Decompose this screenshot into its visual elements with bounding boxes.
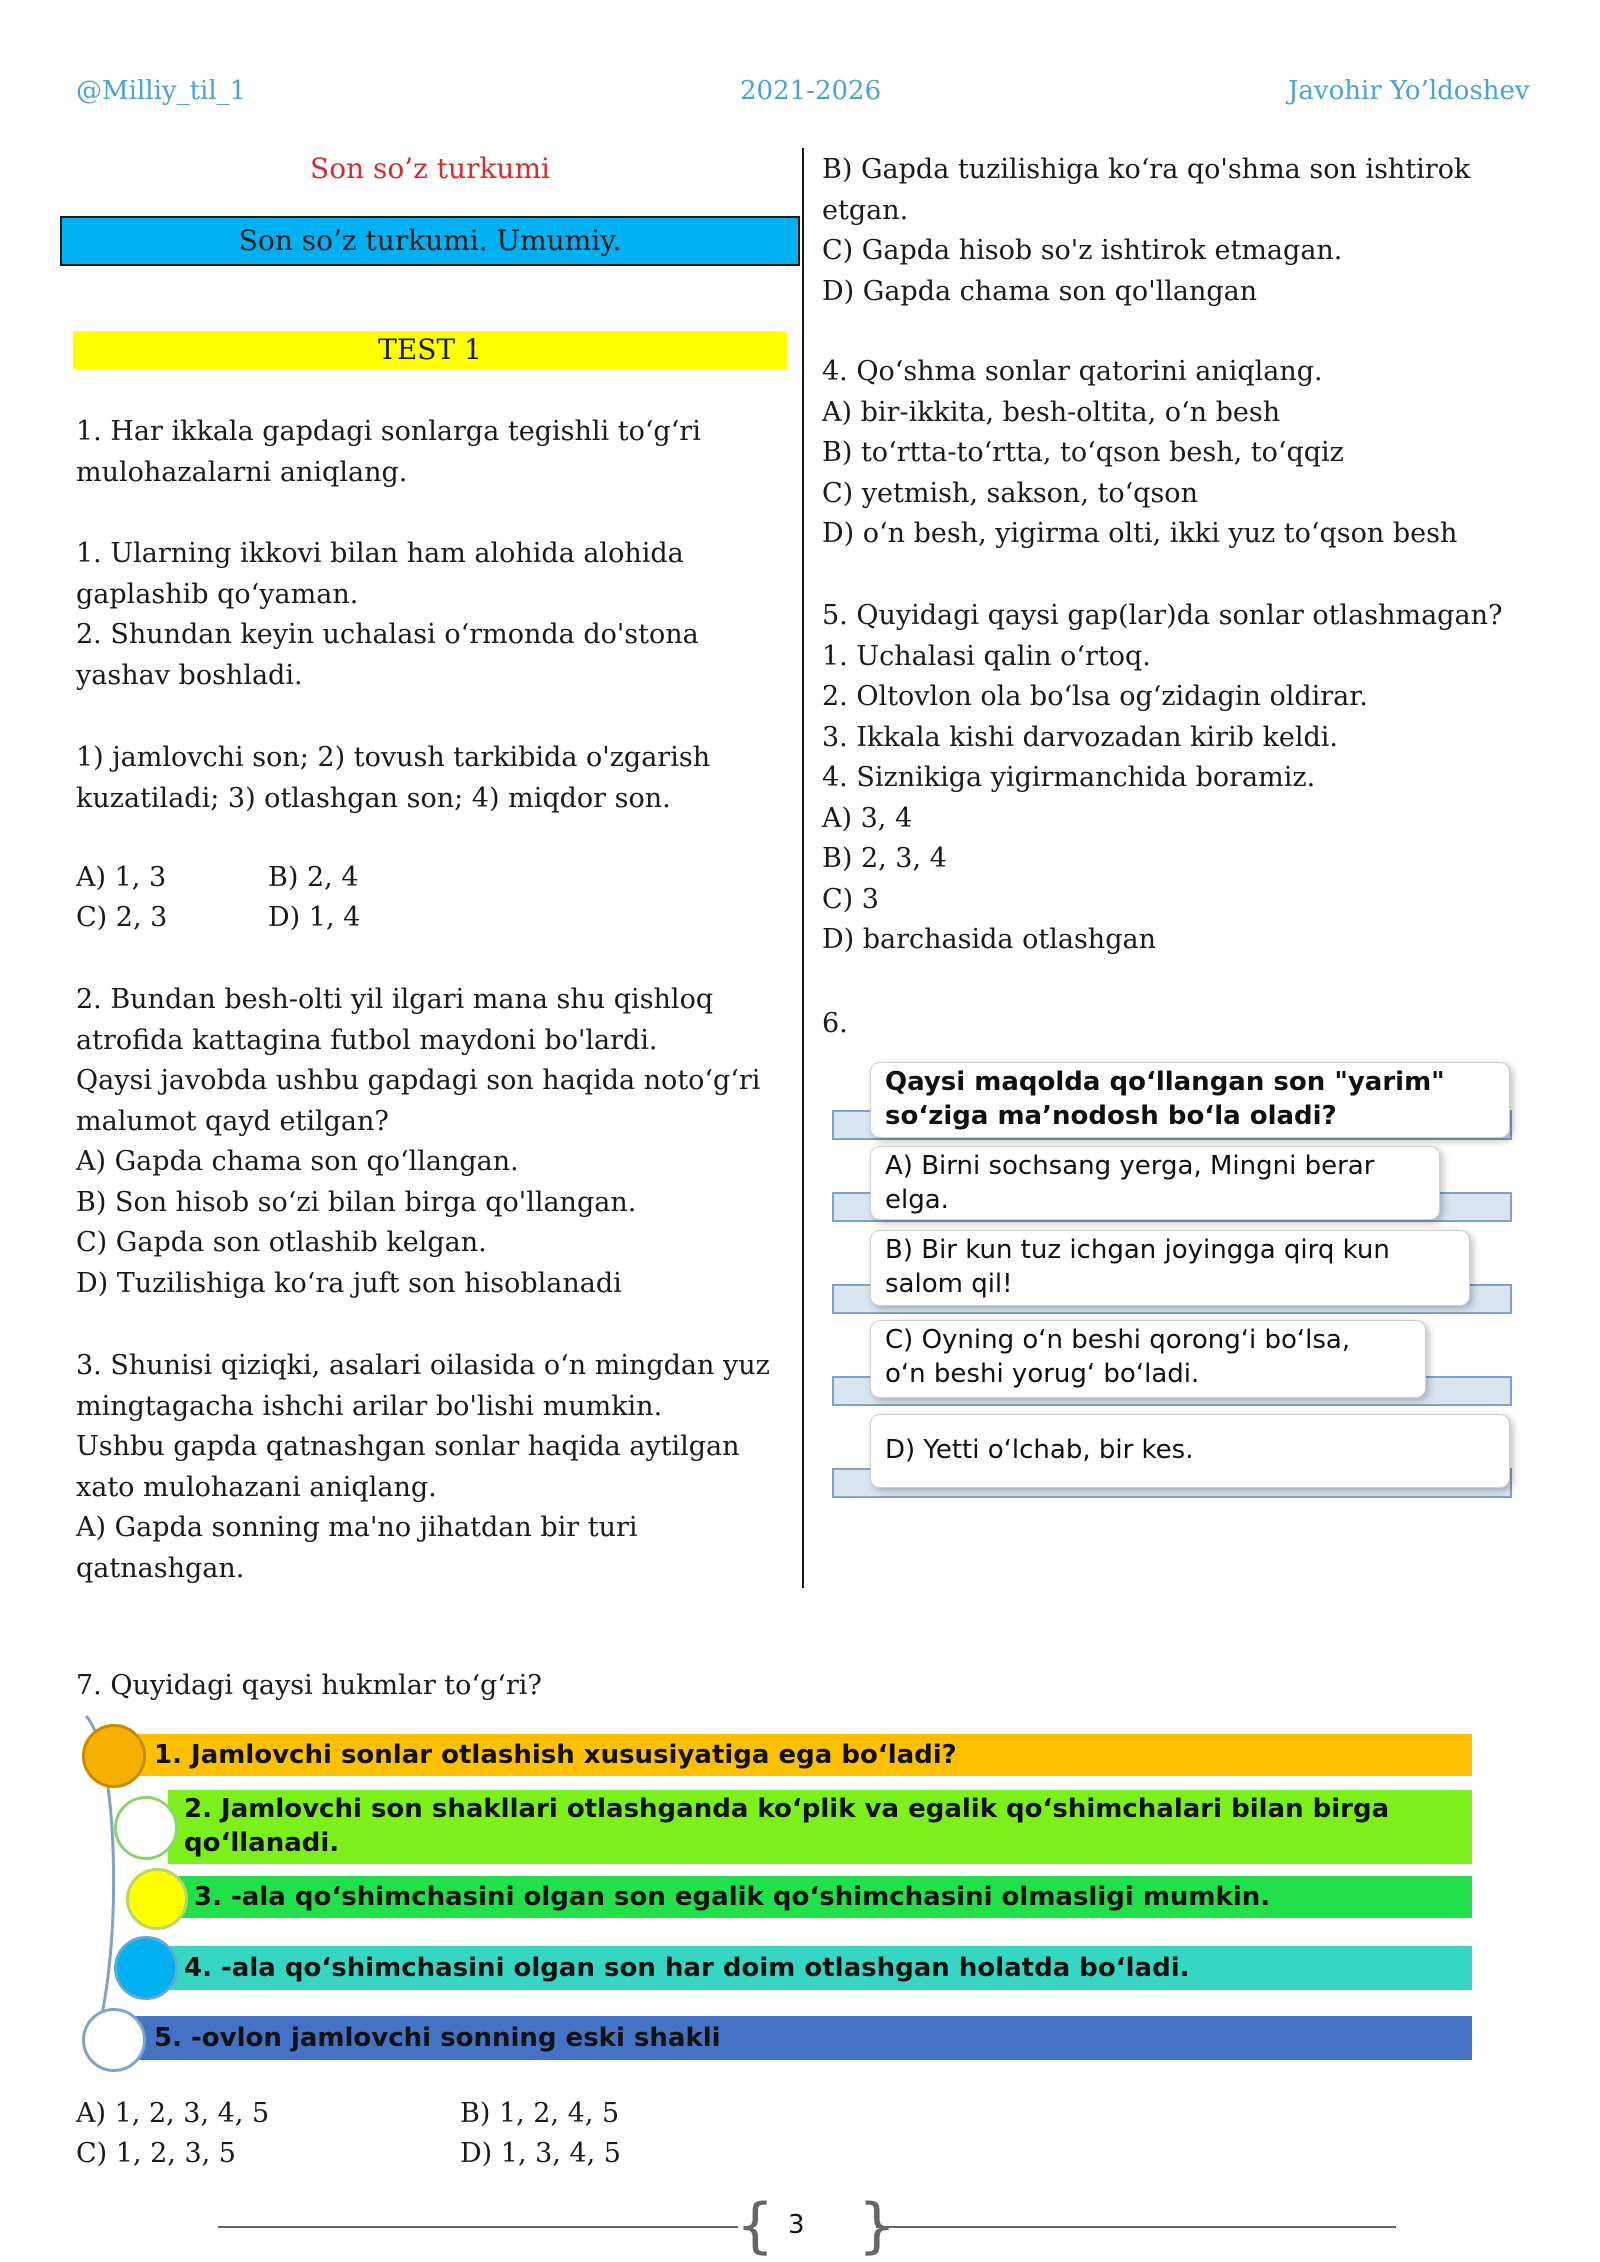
question-7: 7. Quyidagi qaysi hukmlar to‘g‘ri?: [76, 1670, 542, 1701]
q6-option-line: o‘n beshi yorug‘ bo‘ladi.: [885, 1359, 1200, 1389]
q7-marker-3: [126, 1868, 188, 1930]
footer-rule-left: [218, 2226, 738, 2228]
q1-line: mulohazalarni aniqlang.: [76, 456, 408, 488]
q4-line: A) bir-ikkita, besh-oltita, o‘n besh: [822, 396, 1281, 428]
q5-line: 4. Siznikiga yigirmanchida boramiz.: [822, 762, 1316, 793]
q7-item-line: 1. Jamlovchi sonlar otlashish xususiyatiga ega bo‘ladi?: [154, 1740, 957, 1770]
q3-cont-line: D) Gapda chama son qo'llangan: [822, 275, 1258, 307]
question-5: [822, 596, 1502, 961]
q1-sentence-line: gaplashib qo‘yaman.: [76, 578, 359, 610]
q2-line: atrofida kattagina futbol maydoni bo'lardi.: [76, 1024, 658, 1056]
q6-question-card: [870, 1062, 1510, 1138]
q5-line: 2. Oltovlon ola bo‘lsa og‘zidagin oldirar.: [822, 681, 1368, 712]
q1-statement-line: kuzatiladi; 3) otlashgan son; 4) miqdor son.: [76, 782, 671, 814]
q1-answer-c: C) 2, 3: [76, 902, 168, 933]
footer-rule-right: [876, 2226, 1396, 2228]
header-years: 2021-2026: [740, 76, 882, 106]
q7-item-line: 3. -ala qo‘shimchasini olgan son egalik qo‘shimchasini olmasligi mumkin.: [194, 1882, 1271, 1912]
q6-option-b[interactable]: [870, 1230, 1470, 1306]
q7-item-line: qo‘llanadi.: [184, 1828, 340, 1858]
q1-answer-b: B) 2, 4: [268, 862, 359, 893]
q2-line: Qaysi javobda ushbu gapdagi son haqida noto‘g‘ri: [76, 1065, 761, 1096]
q6-option-line: elga.: [885, 1185, 949, 1215]
q5-line: 1. Uchalasi qalin o‘rtoq.: [822, 640, 1151, 672]
q1-statements: [76, 738, 710, 819]
q7-marker-1: [82, 1724, 146, 1788]
footer-bracket-right: }: [858, 2191, 897, 2261]
q4-line: D) o‘n besh, yigirma olti, ikki yuz to‘qson besh: [822, 518, 1458, 549]
q5-line: 5. Quyidagi qaysi gap(lar)da sonlar otlashmagan?: [822, 600, 1503, 631]
question-1: [76, 412, 701, 493]
q7-item-4: [168, 1946, 1472, 1990]
q1-answer-a: A) 1, 3: [76, 862, 167, 893]
q7-item-line: 2. Jamlovchi son shakllari otlashganda ko‘plik va egalik qo‘shimchalari bilan birga: [184, 1794, 1390, 1824]
q2-line: A) Gapda chama son qo‘llangan.: [76, 1146, 519, 1177]
q6-option-line: salom qil!: [885, 1269, 1013, 1299]
q7-answer-d: D) 1, 3, 4, 5: [460, 2138, 621, 2169]
question-4: [822, 352, 1457, 555]
q7-item-1: [132, 1734, 1472, 1776]
q5-line: B) 2, 3, 4: [822, 843, 947, 874]
q1-sentence-line: 2. Shundan keyin uchalasi o‘rmonda do'stona: [76, 619, 699, 650]
q7-marker-2: [114, 1796, 178, 1860]
q6-option-d[interactable]: [870, 1414, 1510, 1488]
q6-option-a[interactable]: [870, 1146, 1440, 1220]
footer-bracket-left: {: [736, 2191, 775, 2261]
q5-line: C) 3: [822, 883, 879, 915]
q6-option-c[interactable]: [870, 1320, 1426, 1398]
topic-bar: Son so’z turkumi. Umumiy.: [60, 216, 800, 266]
page-number: 3: [788, 2210, 805, 2240]
q6-option-line: A) Birni sochsang yerga, Mingni berar: [885, 1151, 1375, 1181]
q6-question-line: so‘ziga ma’nodosh bo‘la oladi?: [885, 1101, 1337, 1131]
q7-item-2: [168, 1790, 1472, 1864]
q7-marker-5: [82, 2008, 146, 2072]
q2-line: malumot qayd etilgan?: [76, 1105, 389, 1137]
q1-sentence-line: yashav boshladi.: [76, 659, 303, 691]
q2-line: D) Tuzilishiga ko‘ra juft son hisoblanadi: [76, 1267, 622, 1299]
q7-item-3: [176, 1876, 1472, 1918]
test-label-bar: TEST 1: [73, 331, 787, 369]
q3-cont-line: B) Gapda tuzilishiga ko‘ra qo'shma son ishtirok: [822, 154, 1471, 185]
q5-line: D) barchasida otlashgan: [822, 924, 1156, 955]
q6-option-line: D) Yetti o‘lchab, bir kes.: [885, 1435, 1194, 1465]
q7-item-line: 5. -ovlon jamlovchi sonning eski shakli: [154, 2023, 721, 2053]
q3-line: 3. Shunisi qiziqki, asalari oilasida o‘n mingdan yuz: [76, 1350, 770, 1381]
q7-answer-a: A) 1, 2, 3, 4, 5: [76, 2098, 270, 2129]
column-divider: [802, 148, 804, 1588]
q4-line: B) to‘rtta-to‘rtta, to‘qson besh, to‘qqiz: [822, 437, 1344, 468]
q1-answer-d: D) 1, 4: [268, 902, 361, 933]
q3-line: mingtagacha ishchi arilar bo'lishi mumkin.: [76, 1390, 663, 1422]
q6-option-line: B) Bir kun tuz ichgan joyingga qirq kun: [885, 1235, 1390, 1265]
q5-line: A) 3, 4: [822, 802, 913, 834]
q3-line: Ushbu gapda qatnashgan sonlar haqida aytilgan: [76, 1431, 740, 1462]
question-3: [76, 1346, 770, 1589]
q7-item-line: 4. -ala qo‘shimchasini olgan son har doim otlashgan holatda bo‘ladi.: [184, 1953, 1190, 1983]
q1-sentence-line: 1. Ularning ikkovi bilan ham alohida alohida: [76, 538, 684, 569]
q2-line: B) Son hisob so‘zi bilan birga qo'llangan.: [76, 1186, 637, 1218]
q2-line: C) Gapda son otlashib kelgan.: [76, 1227, 487, 1258]
q7-answer-c: C) 1, 2, 3, 5: [76, 2138, 236, 2169]
q6-option-line: C) Oyning o‘n beshi qorong‘i bo‘lsa,: [885, 1325, 1351, 1355]
q1-line: 1. Har ikkala gapdagi sonlarga tegishli to‘g‘ri: [76, 416, 701, 447]
q5-line: 3. Ikkala kishi darvozadan kirib keldi.: [822, 721, 1338, 753]
q3-line: qatnashgan.: [76, 1552, 245, 1584]
q6-number: 6.: [822, 1008, 848, 1039]
q7-marker-4: [114, 1936, 178, 2000]
q1-statement-line: 1) jamlovchi son; 2) tovush tarkibida o'zgarish: [76, 742, 711, 773]
q3-continued: [822, 150, 1470, 312]
q2-line: 2. Bundan besh-olti yil ilgari mana shu qishloq: [76, 984, 714, 1015]
q7-answer-b: B) 1, 2, 4, 5: [460, 2098, 620, 2129]
q7-item-5: [132, 2016, 1472, 2060]
q3-line: xato mulohazani aniqlang.: [76, 1471, 437, 1503]
question-2: [76, 980, 760, 1304]
section-title: Son so’z turkumi: [310, 152, 550, 185]
q3-cont-line: etgan.: [822, 194, 909, 226]
q1-sentences: [76, 534, 699, 696]
q3-cont-line: C) Gapda hisob so'z ishtirok etmagan.: [822, 235, 1343, 266]
header-handle: @Milliy_til_1: [76, 76, 247, 106]
header-author: Javohir Yo’ldoshev: [1288, 76, 1530, 106]
q6-question-line: Qaysi maqolda qo‘llangan son "yarim": [885, 1067, 1445, 1097]
q4-line: 4. Qo‘shma sonlar qatorini aniqlang.: [822, 356, 1323, 387]
q3-line: A) Gapda sonning ma'no jihatdan bir turi: [76, 1512, 638, 1543]
q4-line: C) yetmish, sakson, to‘qson: [822, 477, 1198, 509]
